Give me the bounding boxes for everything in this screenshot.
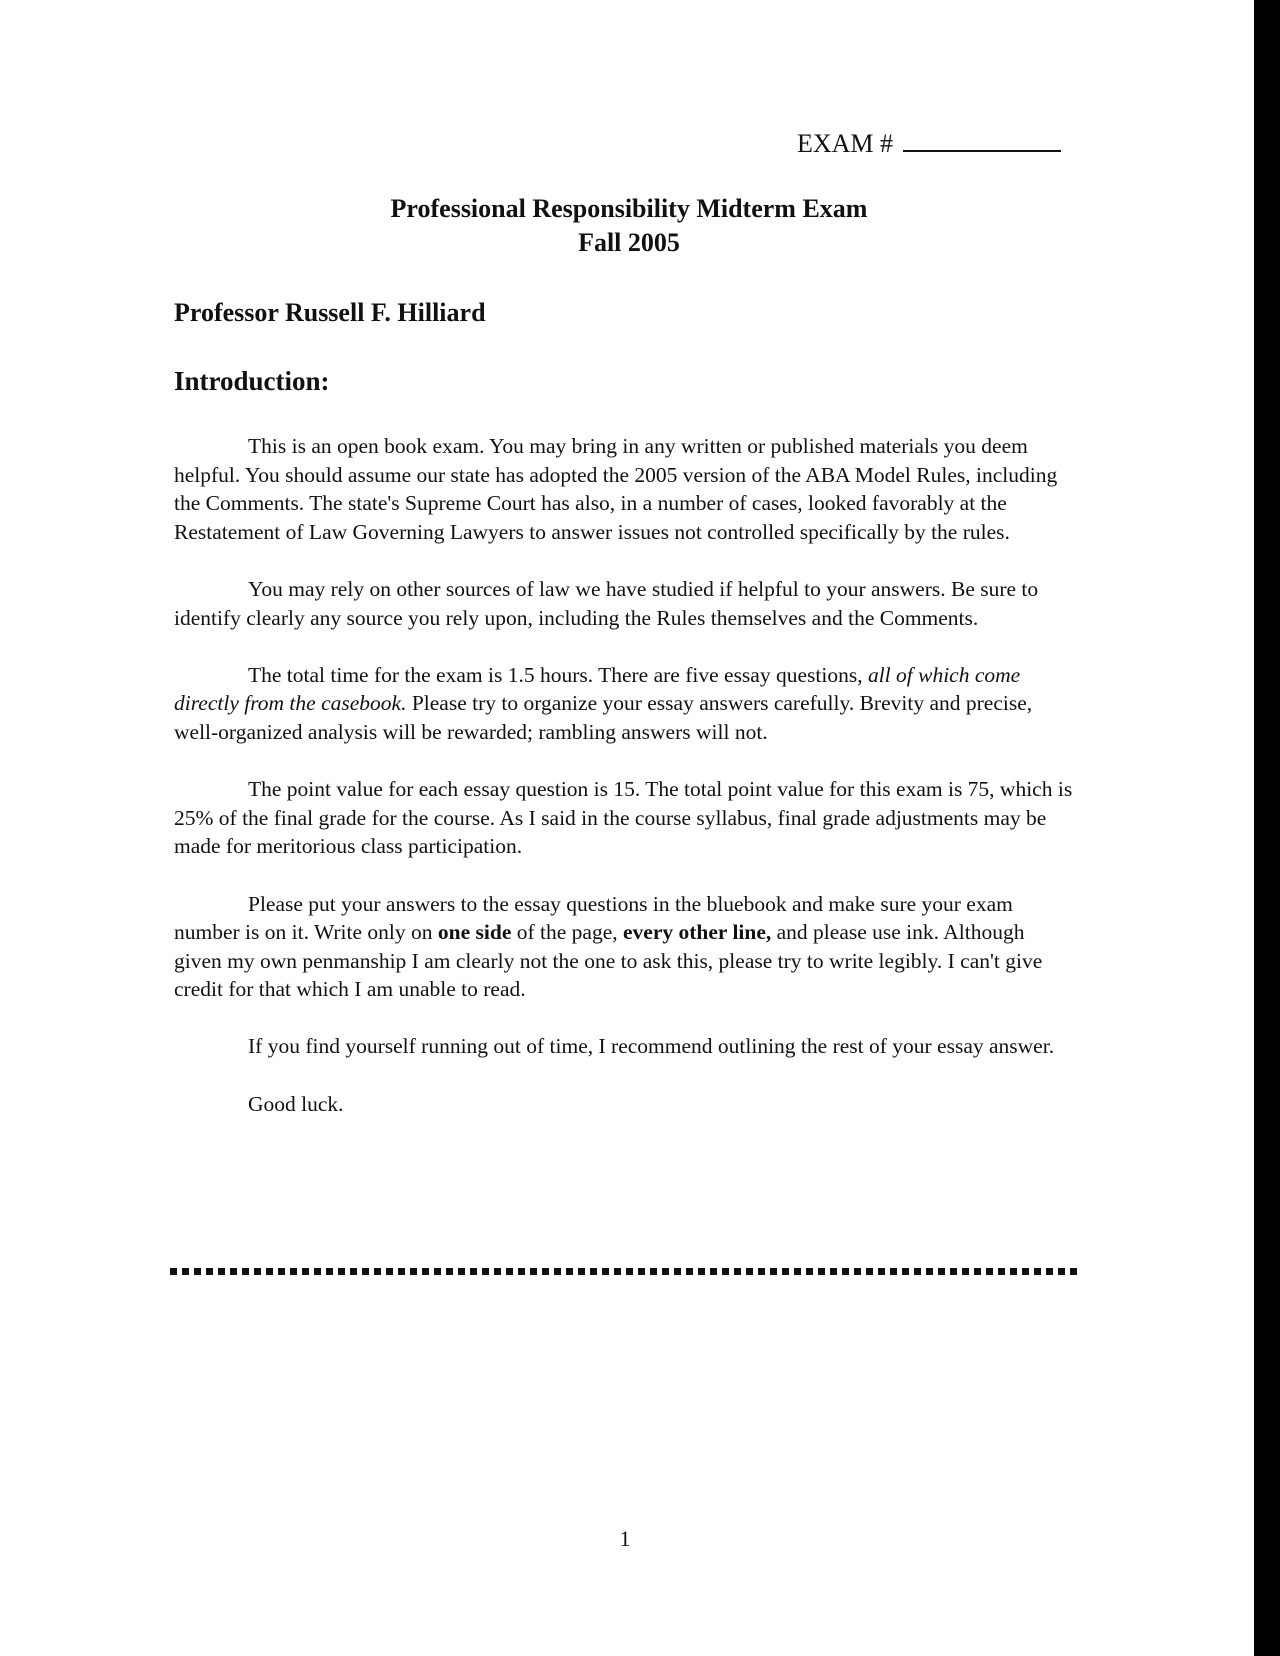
paragraph-bluebook-text-2: of the page, xyxy=(511,920,623,945)
paragraph-sources: You may rely on other sources of law we have studied if helpful to your answers. Be sure to identify clearly any source you rely upon, including the Rules themselves and the Comments. xyxy=(174,576,1039,630)
paragraph-open-book: This is an open book exam. You may bring in any written or published materials you deem helpful. You should assume our state has adopted the 2005 version of the ABA Model Rules, including the Comments. The state's Supreme Court has also, in a number of cases, looked favorably at the Restatement of Law Governing Lawyers to answer issues not controlled specifically by the rules. xyxy=(174,434,1058,544)
paragraph-time-text-2: Please try to organize your essay answers carefully. Brevity and precise, well-organized analysis will be rewarded; rambling answers will not. xyxy=(174,691,1033,744)
professor-name: Professor Russell F. Hilliard xyxy=(174,298,486,327)
paragraph-bluebook-bold-1: one side xyxy=(437,920,512,945)
paragraph-time-advice: If you find yourself running out of time, I recommend outlining the rest of your essay answer. xyxy=(248,1034,1055,1059)
exam-number-label: EXAM # xyxy=(797,129,894,158)
paragraph-bluebook-text-1: Please put your answers to the essay questions in the bluebook and make sure your exam number is on it. Write only on xyxy=(174,891,1013,945)
paragraph-time-emphasis: all of which come directly from the casebook. xyxy=(174,662,1021,716)
title-term: Fall 2005 xyxy=(578,228,680,257)
paragraph-time-text-1: The total time for the exam is 1.5 hours. There are five essay questions, xyxy=(248,662,868,687)
exam-number-line xyxy=(797,122,1061,161)
exam-number-blank xyxy=(903,122,1061,152)
paragraph-points: The point value for each essay question is 15. The total point value for this exam is 75, which is 25% of the final grade for the course. As I said in the course syllabus, final grade adjustments may be made for meritorious class participation. xyxy=(174,777,1073,859)
paragraph-bluebook-bold-2: every other line, xyxy=(623,920,772,945)
instructions-body xyxy=(174,432,1074,1118)
title-course: Professional Responsibility Midterm Exam xyxy=(390,194,868,223)
page-number: 1 xyxy=(619,1526,631,1551)
introduction-heading: Introduction: xyxy=(174,366,330,396)
paragraph-time xyxy=(174,661,1074,747)
dotted-divider xyxy=(170,1268,1080,1275)
paragraph-good-luck: Good luck. xyxy=(248,1091,344,1116)
paragraph-bluebook xyxy=(174,890,1074,1004)
scan-edge-bar xyxy=(1254,0,1280,1656)
paragraph-bluebook-text-3: and please use ink. Although given my own penmanship I am clearly not the one to ask this, please try to write legibly. I can't give credit for that which I am unable to read. xyxy=(174,920,1043,1002)
document-title xyxy=(174,192,1084,260)
